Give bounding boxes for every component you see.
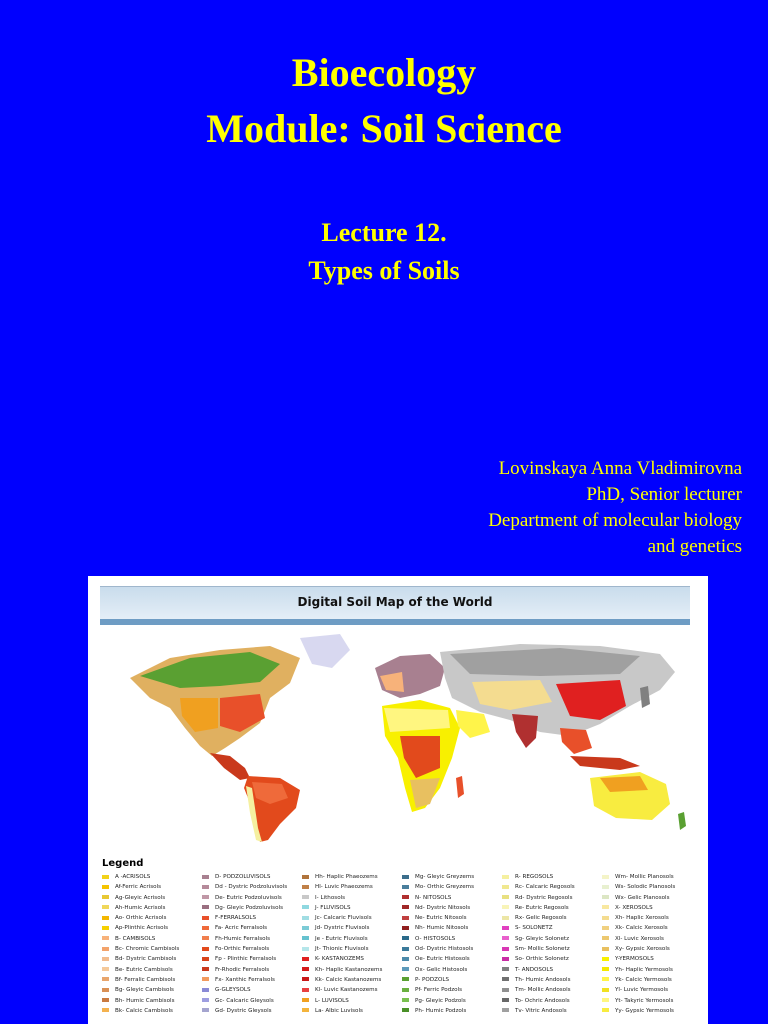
legend-swatch [102, 1008, 109, 1012]
legend-item [102, 923, 202, 933]
legend-item [102, 985, 202, 995]
legend-item [202, 923, 302, 933]
legend-label: Pf- Ferric Podzols [415, 987, 463, 994]
legend-swatch [302, 895, 309, 899]
legend-swatch [602, 998, 609, 1002]
legend-swatch [402, 895, 409, 899]
legend-item [502, 944, 602, 954]
legend-item [402, 954, 502, 964]
legend-swatch [402, 998, 409, 1002]
legend-column [602, 872, 702, 1016]
legend-label: Gc- Calcaric Gleysols [215, 997, 274, 1004]
legend-item [502, 903, 602, 913]
legend-item [502, 893, 602, 903]
legend-item [302, 903, 402, 913]
legend-label: B- CAMBISOLS [115, 935, 156, 942]
legend-label: Yk- Calcic Yermosols [615, 976, 672, 983]
legend-swatch [602, 895, 609, 899]
legend-label: Fr-Rhodic Ferralsols [215, 966, 270, 973]
legend-label: Yh- Haplic Yermosols [615, 966, 673, 973]
legend-item [202, 965, 302, 975]
legend-item [602, 903, 702, 913]
legend-label: Xk- Calcic Xerosols [615, 925, 668, 932]
legend-item [402, 934, 502, 944]
legend-item [302, 975, 402, 985]
legend-swatch [302, 926, 309, 930]
legend-swatch [102, 967, 109, 971]
legend-swatch [102, 977, 109, 981]
legend-label: Bh- Humic Cambisols [115, 997, 175, 1004]
legend-item [402, 903, 502, 913]
legend-label: Ox- Gelic Histosols [415, 966, 468, 973]
legend-swatch [202, 885, 209, 889]
legend-item [402, 913, 502, 923]
legend-item [102, 996, 202, 1006]
legend-item [102, 954, 202, 964]
legend-swatch [302, 875, 309, 879]
author-name: Lovinskaya Anna Vladimirovna [498, 458, 742, 479]
legend-swatch [402, 905, 409, 909]
legend-swatch [502, 895, 509, 899]
legend-item [402, 944, 502, 954]
legend-item [302, 934, 402, 944]
legend-label: Mg- Gleyic Greyzems [415, 874, 475, 880]
legend-label: Jd- Dystric Fluvisols [315, 925, 370, 932]
legend-swatch [302, 967, 309, 971]
legend-swatch [502, 977, 509, 981]
legend-item [302, 965, 402, 975]
legend-swatch [102, 885, 109, 889]
legend-item [102, 893, 202, 903]
legend-swatch [102, 895, 109, 899]
legend-swatch [302, 988, 309, 992]
legend-item [202, 903, 302, 913]
legend-item [602, 985, 702, 995]
legend-swatch [302, 916, 309, 920]
legend-item [502, 1006, 602, 1016]
legend-swatch [502, 998, 509, 1002]
legend-label: O- HISTOSOLS [415, 935, 456, 942]
legend-item [402, 1006, 502, 1016]
legend-swatch [202, 967, 209, 971]
legend-label: Hh- Haplic Phaeozems [315, 874, 378, 880]
legend-item [502, 954, 602, 964]
legend-item [602, 965, 702, 975]
legend-swatch [302, 936, 309, 940]
legend-swatch [202, 926, 209, 930]
legend-label: La- Albic Luvisols [315, 1007, 363, 1014]
map-legend [102, 858, 702, 1016]
legend-label: Nh- Humic Nitosols [415, 925, 469, 932]
legend-item [302, 872, 402, 882]
legend-label: Od- Dystric Histosols [415, 946, 474, 953]
legend-item [402, 893, 502, 903]
department-line1: Department of molecular biology [488, 510, 742, 531]
legend-swatch [602, 875, 609, 879]
legend-label: I- Lithosols [315, 894, 346, 901]
legend-swatch [602, 977, 609, 981]
legend-label: Tv- Vitric Andosols [515, 1007, 567, 1014]
legend-item [202, 944, 302, 954]
legend-swatch [502, 947, 509, 951]
legend-swatch [102, 998, 109, 1002]
legend-swatch [602, 967, 609, 971]
legend-label: S- SOLONETZ [515, 925, 553, 932]
legend-item [202, 975, 302, 985]
legend-swatch [502, 885, 509, 889]
legend-item [302, 1006, 402, 1016]
legend-item [402, 923, 502, 933]
legend-item [602, 1006, 702, 1016]
legend-label: Ws- Solodic Planosols [615, 884, 676, 891]
legend-label: Xh- Haplic Xerosols [615, 915, 669, 922]
legend-label: Kh- Haplic Kastanozems [315, 966, 383, 973]
legend-swatch [302, 977, 309, 981]
legend-label: Yt- Takyric Yermosols [615, 997, 674, 1004]
legend-swatch [102, 957, 109, 961]
legend-label: Bf- Ferralic Cambisols [115, 976, 176, 983]
legend-swatch [402, 967, 409, 971]
legend-item [302, 954, 402, 964]
legend-swatch [402, 916, 409, 920]
legend-label: Mo- Orthic Greyzems [415, 884, 475, 891]
legend-swatch [102, 875, 109, 879]
legend-item [102, 1006, 202, 1016]
legend-item [102, 882, 202, 892]
legend-label: Ag-Gleyic Acrisols [115, 894, 166, 901]
legend-swatch [402, 936, 409, 940]
lecture-number: Lecture 12. [321, 218, 447, 247]
legend-swatch [502, 967, 509, 971]
legend-item [602, 882, 702, 892]
legend-swatch [602, 905, 609, 909]
legend-swatch [602, 1008, 609, 1012]
legend-label: Ne- Eutric Nitosols [415, 915, 467, 922]
legend-item [602, 944, 702, 954]
legend-swatch [502, 916, 509, 920]
legend-label: Yy- Gypsic Yermosols [615, 1007, 674, 1014]
legend-item [602, 893, 702, 903]
legend-item [502, 975, 602, 985]
legend-column [402, 872, 502, 1016]
legend-label: Xl- Luvic Xerosols [615, 935, 664, 942]
legend-label: Bc- Chromic Cambisols [115, 946, 180, 953]
legend-label: Wx- Gelic Planosols [615, 894, 670, 901]
legend-label: Wm- Mollic Planosols [615, 874, 674, 880]
legend-label: To- Ochric Andosols [515, 997, 570, 1004]
legend-label: Ap-Plinthic Acrisols [115, 925, 169, 932]
legend-label: P- PODZOLS [415, 976, 450, 983]
legend-item [402, 872, 502, 882]
legend-label: Bd- Dystric Cambisols [115, 956, 177, 963]
legend-swatch [402, 947, 409, 951]
legend-label: Bk- Calcic Cambisols [115, 1007, 173, 1014]
legend-label: Yl- Luvic Yermosols [615, 987, 669, 994]
legend-swatch [402, 957, 409, 961]
legend-label: Ph- Humic Podzols [415, 1007, 467, 1014]
legend-column [202, 872, 302, 1016]
legend-item [402, 965, 502, 975]
legend-swatch [602, 957, 609, 961]
legend-swatch [402, 875, 409, 879]
legend-label: J- FLUVISOLS [315, 904, 351, 911]
legend-swatch [202, 875, 209, 879]
legend-swatch [202, 936, 209, 940]
legend-item [202, 882, 302, 892]
legend-label: Rd- Dystric Regosols [515, 894, 573, 901]
legend-label: Fa- Acric Ferralsols [215, 925, 268, 932]
lecture-topic: Types of Soils [308, 256, 460, 285]
legend-swatch [602, 926, 609, 930]
legend-label: N- NITOSOLS [415, 894, 452, 901]
legend-label: L- LUVISOLS [315, 997, 349, 1004]
legend-label: Af-Ferric Acrisols [115, 884, 162, 891]
legend-swatch [302, 905, 309, 909]
legend-item [502, 965, 602, 975]
legend-swatch [302, 1008, 309, 1012]
legend-item [602, 923, 702, 933]
legend-swatch [302, 957, 309, 961]
legend-label: Rc- Calcaric Regosols [515, 884, 575, 891]
legend-swatch [102, 905, 109, 909]
legend-swatch [102, 926, 109, 930]
slide-title-line1: Bioecology [291, 50, 477, 95]
legend-item [502, 923, 602, 933]
legend-swatch [302, 947, 309, 951]
legend-label: Jt- Thionic Fluvisols [315, 946, 369, 953]
legend-swatch [102, 936, 109, 940]
legend-label: Tm- Mollic Andosols [515, 987, 571, 994]
legend-item [202, 954, 302, 964]
legend-label: Ao- Orthic Acrisols [115, 915, 167, 922]
legend-label: K- KASTANOZEMS [315, 956, 364, 963]
legend-label: X- XEROSOLS [615, 904, 653, 911]
legend-label: Hl- Luvic Phaeozems [315, 884, 373, 891]
legend-item [202, 996, 302, 1006]
legend-label: De- Eutric Podzoluvisols [215, 894, 282, 901]
legend-item [102, 903, 202, 913]
legend-swatch [202, 916, 209, 920]
legend-label: T- ANDOSOLS [515, 966, 554, 973]
legend-swatch [502, 936, 509, 940]
legend-item [102, 944, 202, 954]
legend-column [502, 872, 602, 1016]
legend-label: Nd- Dystric Nitosols [415, 904, 471, 911]
legend-item [502, 872, 602, 882]
legend-item [302, 944, 402, 954]
legend-title: Legend [102, 858, 144, 869]
legend-item [502, 996, 602, 1006]
legend-item [602, 954, 702, 964]
legend-label: Pg- Gleyic Podzols [415, 997, 466, 1004]
legend-label: Oe- Eutric Histosols [415, 956, 470, 963]
legend-swatch [602, 885, 609, 889]
legend-column [102, 872, 202, 1016]
legend-swatch [202, 947, 209, 951]
legend-swatch [602, 947, 609, 951]
legend-swatch [202, 1008, 209, 1012]
soil-map-image [88, 576, 708, 1024]
map-title: Digital Soil Map of the World [100, 586, 690, 625]
legend-item [202, 913, 302, 923]
legend-label: Kk- Calcic Kastanozems [315, 976, 382, 983]
legend-label: Sg- Gleyic Solonetz [515, 935, 570, 942]
legend-label: Th- Humic Andosols [515, 976, 571, 983]
legend-label: Y-YERMOSOLS [615, 956, 654, 963]
legend-label: Be- Eutric Cambisols [115, 966, 173, 973]
legend-item [402, 882, 502, 892]
legend-swatch [402, 1008, 409, 1012]
legend-swatch [102, 916, 109, 920]
legend-item [102, 913, 202, 923]
legend-swatch [502, 875, 509, 879]
legend-label: Sm- Mollic Solonetz [515, 946, 570, 953]
legend-item [602, 975, 702, 985]
legend-item [302, 996, 402, 1006]
legend-item [602, 996, 702, 1006]
legend-item [302, 913, 402, 923]
legend-swatch [302, 998, 309, 1002]
legend-item [402, 985, 502, 995]
legend-item [502, 985, 602, 995]
legend-item [502, 913, 602, 923]
legend-swatch [502, 1008, 509, 1012]
legend-column [302, 872, 402, 1016]
legend-swatch [302, 885, 309, 889]
legend-label: Kl- Luvic Kastanozems [315, 987, 378, 994]
legend-swatch [202, 988, 209, 992]
legend-label: Fp - Plinthic Ferralsols [215, 956, 277, 963]
legend-item [202, 934, 302, 944]
legend-swatch [502, 926, 509, 930]
legend-label: Dd - Dystric Podzoluvisols [215, 884, 288, 891]
legend-swatch [202, 957, 209, 961]
legend-label: So- Orthic Solonetz [515, 956, 569, 963]
legend-label: F-FERRALSOLS [215, 915, 257, 922]
legend-swatch [402, 926, 409, 930]
legend-item [102, 934, 202, 944]
legend-item [302, 882, 402, 892]
legend-item [202, 985, 302, 995]
legend-label: Rx- Gelic Regosols [515, 915, 567, 922]
legend-item [102, 872, 202, 882]
legend-item [602, 934, 702, 944]
world-soil-map [100, 628, 690, 843]
legend-label: G-GLEYSOLS [215, 987, 251, 994]
legend-label: Fo-Orthic Ferralsols [215, 946, 270, 953]
legend-swatch [402, 885, 409, 889]
legend-item [102, 965, 202, 975]
legend-swatch [202, 905, 209, 909]
legend-swatch [502, 957, 509, 961]
legend-swatch [102, 947, 109, 951]
legend-swatch [402, 988, 409, 992]
legend-label: Jc- Calcaric Fluvisols [315, 915, 372, 922]
legend-swatch [502, 988, 509, 992]
legend-swatch [402, 977, 409, 981]
legend-label: D- PODZOLUVISOLS [215, 874, 271, 880]
legend-item [602, 872, 702, 882]
legend-item [202, 1006, 302, 1016]
legend-label: A -ACRISOLS [115, 874, 151, 880]
legend-swatch [202, 998, 209, 1002]
legend-item [302, 985, 402, 995]
legend-item [402, 996, 502, 1006]
department-line2: and genetics [647, 536, 742, 557]
legend-label: Dg- Gleyic Podzoluvisols [215, 904, 283, 911]
legend-item [502, 882, 602, 892]
legend-swatch [602, 916, 609, 920]
legend-item [202, 893, 302, 903]
legend-item [302, 893, 402, 903]
legend-swatch [602, 936, 609, 940]
legend-item [602, 913, 702, 923]
legend-label: Re- Eutric Regosols [515, 904, 569, 911]
legend-swatch [602, 988, 609, 992]
legend-label: Bg- Gleyic Cambisols [115, 987, 174, 994]
legend-item [202, 872, 302, 882]
legend-label: Fh-Humic Ferralsols [215, 935, 271, 942]
legend-item [302, 923, 402, 933]
legend-swatch [202, 977, 209, 981]
legend-swatch [202, 895, 209, 899]
legend-label: Je - Eutric Fluvisols [315, 935, 368, 942]
legend-label: R- REGOSOLS [515, 874, 554, 880]
legend-label: Xy- Gypsic Xerosols [615, 946, 670, 953]
legend-swatch [102, 988, 109, 992]
legend-item [502, 934, 602, 944]
slide-title-line2: Module: Soil Science [206, 106, 562, 151]
legend-item [102, 975, 202, 985]
legend-swatch [502, 905, 509, 909]
legend-grid [102, 872, 702, 1016]
legend-label: Fx- Xanthic Ferralsols [215, 976, 275, 983]
author-title: PhD, Senior lecturer [586, 484, 742, 505]
legend-label: Ah-Humic Acrisols [115, 904, 166, 911]
sahara-yermosols [384, 708, 450, 732]
legend-item [402, 975, 502, 985]
legend-label: Gd- Dystric Gleysols [215, 1007, 272, 1014]
